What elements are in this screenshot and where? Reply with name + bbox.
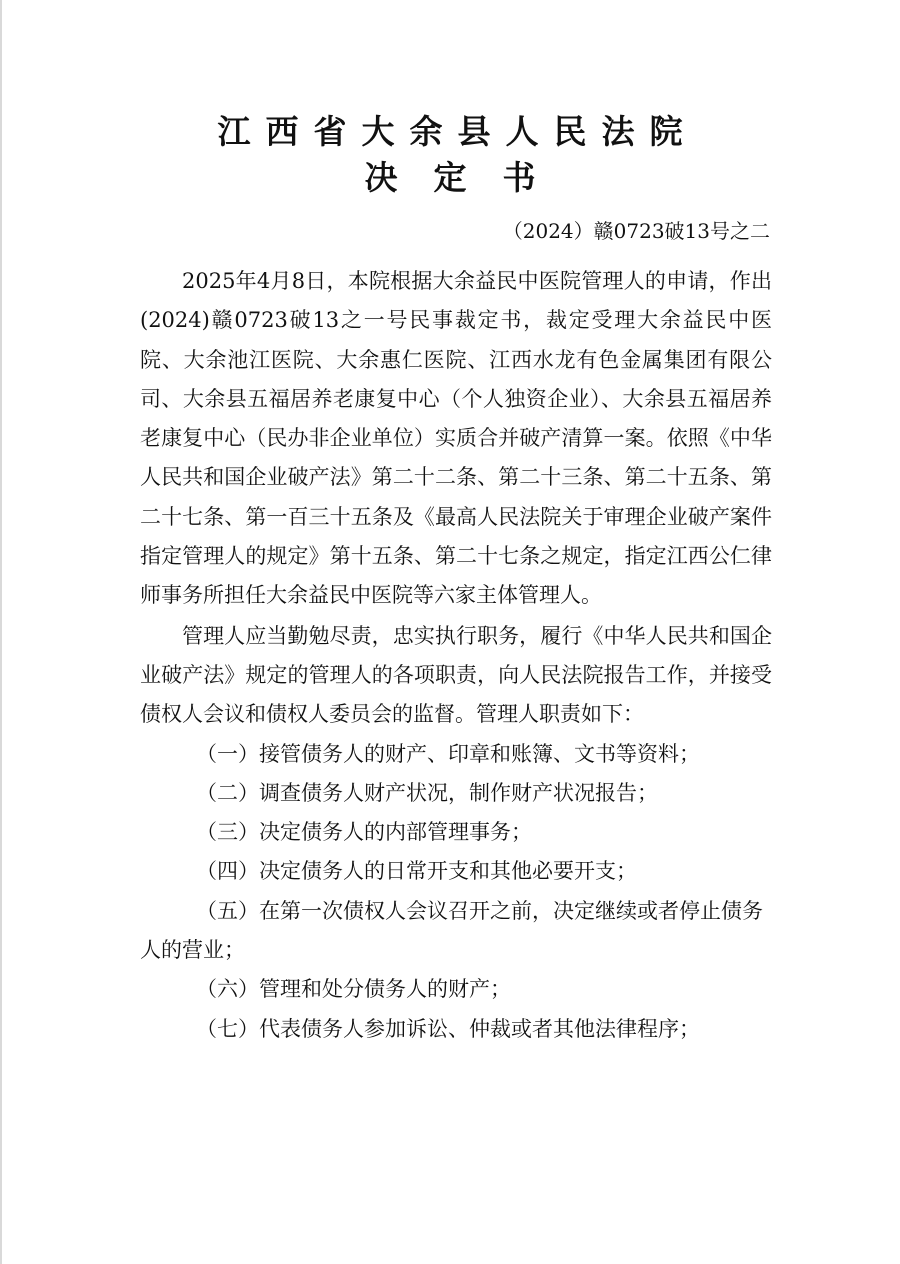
duty-item: （二）调查债务人财产状况，制作财产状况报告； (196, 780, 658, 805)
case-number: （2024）赣0723破13号之二 (502, 219, 770, 243)
document-body (140, 262, 772, 1049)
court-name-heading: 江西省大余县人民法院 (217, 112, 698, 151)
duty-item: （七）代表债务人参加诉讼、仲裁或者其他法律程序； (196, 1016, 700, 1041)
duties-list (140, 735, 772, 1049)
paragraph-administrator-duties-intro: 管理人应当勤勉尽责，忠实执行职务，履行《中华人民共和国企业破产法》规定的管理人的各项职责，向人民法院报告工作，并接受债权人会议和债权人委员会的监督。管理人职责如下： (140, 623, 772, 727)
paragraph-acceptance-ruling: 2025年4月8日，本院根据大余益民中医院管理人的申请，作出(2024)赣0723破13之一号民事裁定书，裁定受理大余益民中医院、大余池江医院、大余惠仁医院、江西水龙有色金属集团有限公司、大余县五福居养老康复中心（个人独资企业）、大余县五福居养老康复中心（民办非企业单位）实质合并破产清算一案。依照《中华人民共和国企业破产法》第二十二条、第二十三条、第二十五条、第二十七条、第一百三十五条及《最高人民法院关于审理企业破产案件指定管理人的规定》第十五条、第二十七条之规定，指定江西公仁律师事务所担任大余益民中医院等六家主体管理人。 (140, 269, 772, 608)
duty-item: （六）管理和处分债务人的财产； (196, 977, 511, 1002)
duty-item: （五）在第一次债权人会议召开之前，决定继续或者停止债务人的营业； (140, 898, 763, 963)
duty-item: （三）决定债务人的内部管理事务； (196, 820, 532, 845)
duty-item: （一）接管债务人的财产、印章和账簿、文书等资料； (196, 741, 700, 766)
duty-item: （四）决定债务人的日常开支和其他必要开支； (196, 859, 637, 884)
document-type-heading: 决定书 (364, 158, 572, 197)
